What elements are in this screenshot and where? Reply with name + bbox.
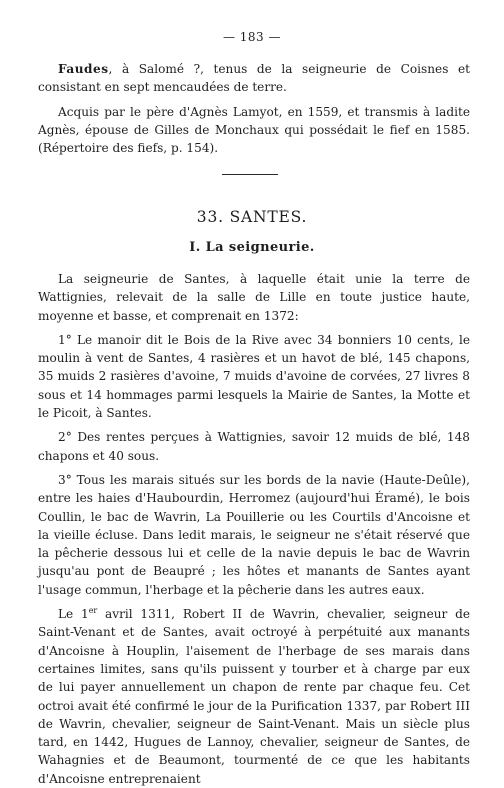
intro-fief-name: Faudes (58, 62, 109, 76)
section-divider (222, 174, 278, 175)
body-paragraph-3: 2° Des rentes perçues à Wattignies, savoir 12 muids de blé, 148 chapons et 40 sous. (38, 430, 470, 463)
body-paragraph-5-text: avril 1311, Robert II de Wavrin, chevalier, seigneur de Saint-Venant et de Santes, avait octroyé à perpétuité aux manants d'Ancoisne à Houplin, l'aisement de l'herbage de ses marais dans certaines limites, sans qu'ils puissent y tourber et à charge par eux de lui payer annuellement un chapon de rente par chaque feu. Cet octroi avait été confirmé le jour de la Purification 1337, par Robert III de Wavrin, chevalier, seigneur de Saint-Venant. Mais un siècle plus tard, en 1442, Hugues de Lannoy, chevalier, seigneur de Santes, de Wahagnies et de Beaumont, tourmenté de ce que les habitants d'Ancoisne entreprenaient (38, 607, 471, 786)
main-text-block (38, 270, 470, 788)
body-paragraph-5-lead: Le 1 (58, 607, 89, 622)
intro-paragraph-1 (38, 60, 470, 97)
intro-paragraph-1-text: , à Salomé ?, tenus de la seigneurie de Coisnes et consistant en sept mencaudées de terre. (38, 62, 470, 95)
page-number: — 183 — (222, 30, 282, 44)
ordinal-superscript: er (88, 606, 98, 616)
body-paragraph-4: 3° Tous les marais situés sur les bords de la navie (Haute-Deûle), entre les haies d'Haubourdin, Herromez (aujourd'hui Éramé), le bois Coullin, le bac de Wavrin, La Pouillerie ou les Courtils d'Ancoisne et la vieille écluse. Dans ledit marais, le seigneur ne s'était réservé que la pêcherie dessous lui et celle de la navie depuis le bac de Wavrin jusqu'au pont de Beaupré ; les hôtes et manants de Santes ayant l'usage commun, l'herbage et la pêcherie dans les autres eaux. (38, 472, 470, 597)
section-subtitle: I. La seigneurie. (189, 240, 315, 255)
section-title: 33. SANTES. (196, 208, 308, 226)
body-paragraph-5 (38, 605, 470, 788)
body-paragraph-2: 1° Le manoir dit le Bois de la Rive avec 34 bonniers 10 cents, le moulin à vent de Santes, 4 rasières et un havot de blé, 145 chapons, 35 muids 2 rasières d'avoine, 7 muids d'avoine de corvées, 27 livres 8 sous et 14 hommages parmi lesquels la Mairie de Santes, la Motte et le Picoit, à Santes. (38, 332, 470, 421)
intro-paragraph-2: Acquis par le père d'Agnès Lamyot, en 1559, et transmis à ladite Agnès, épouse de Gilles de Monchaux qui possédait le fief en 1585. (Répertoire des fiefs, p. 154). (38, 104, 470, 156)
body-paragraph-1: La seigneurie de Santes, à laquelle était unie la terre de Wattignies, relevait de la salle de Lille en toute justice haute, moyenne et basse, et comprenait en 1372: (38, 272, 470, 323)
intro-block (38, 60, 470, 157)
